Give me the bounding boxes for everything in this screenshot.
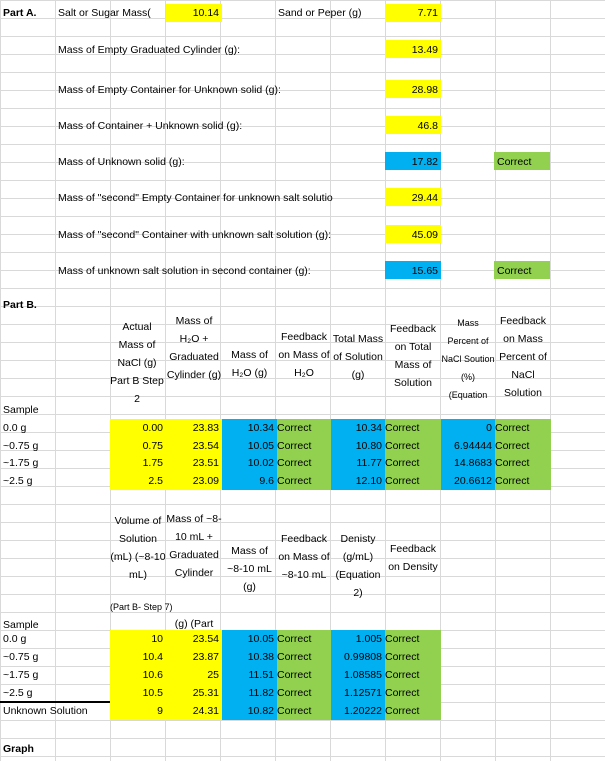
feedback-cell: Correct (277, 684, 331, 702)
header-h2o-grad: Mass of H₂O + Graduated Cylinder (g) (166, 315, 222, 381)
density-cell[interactable]: 0.99808 (331, 648, 385, 666)
sample-label: ~1.75 g (3, 457, 39, 469)
header-feedback-h2o: Feedback on Mass of H₂O (278, 331, 330, 379)
sample-mass-cell[interactable]: 10.05 (222, 630, 277, 648)
header-volume-grad-sub: (g) (Part (174, 618, 214, 630)
graph-label: Graph (3, 743, 34, 755)
feedback-cell: Correct (277, 702, 331, 720)
value-cell[interactable]: 46.8 (385, 116, 441, 134)
feedback-cell: Correct (277, 648, 331, 666)
part-a-label: Part A. (3, 7, 37, 19)
header-volume-sub: (Part B- Step 7) (110, 602, 173, 612)
header-volume-grad: Mass of ~8-10 mL + Graduated Cylinder (166, 513, 222, 579)
h2o-grad-cell[interactable]: 23.51 (166, 454, 222, 472)
feedback-cell: Correct (385, 630, 441, 648)
feedback-cell: Correct (277, 666, 331, 684)
mass-h2o-cell[interactable]: 9.6 (222, 472, 277, 490)
feedback-cell: Correct (277, 437, 331, 455)
h2o-grad-cell[interactable]: 23.83 (166, 419, 222, 437)
part-b-label: Part B. (3, 299, 37, 311)
grad-mass-cell[interactable]: 24.31 (166, 702, 222, 720)
mass-h2o-cell[interactable]: 10.02 (222, 454, 277, 472)
volume-cell[interactable]: 9 (110, 702, 166, 720)
density-cell[interactable]: 1.20222 (331, 702, 385, 720)
feedback-cell: Correct (385, 648, 441, 666)
grad-mass-cell[interactable]: 25 (166, 666, 222, 684)
feedback-cell: Correct (277, 454, 331, 472)
mass-percent-cell[interactable]: 20.6612 (441, 472, 495, 490)
header-feedback-density: Feedback on Density (388, 543, 438, 573)
sample-mass-cell[interactable]: 11.82 (222, 684, 277, 702)
feedback-cell: Correct (385, 702, 441, 720)
row-label: Mass of Empty Graduated Cylinder (g): (58, 44, 241, 56)
grad-mass-cell[interactable]: 25.31 (166, 684, 222, 702)
feedback-cell: Correct (495, 472, 551, 490)
sample-label: ~0.75 g (3, 651, 39, 663)
mass-percent-cell[interactable]: 0 (441, 419, 495, 437)
grad-mass-cell[interactable]: 23.87 (166, 648, 222, 666)
actual-mass-cell[interactable]: 2.5 (110, 472, 166, 490)
sample-label: ~2.5 g (3, 687, 33, 699)
mass-h2o-cell[interactable]: 10.05 (222, 437, 277, 455)
sample-label: ~1.75 g (3, 669, 39, 681)
value-cell[interactable]: 29.44 (385, 188, 441, 206)
feedback-cell: Correct (277, 472, 331, 490)
sample-label: Unknown Solution (3, 705, 88, 717)
feedback-cell: Correct (385, 684, 441, 702)
h2o-grad-cell[interactable]: 23.54 (166, 437, 222, 455)
row-label: Mass of "second" Container with unknown salt solution (g): (58, 229, 332, 241)
value-cell[interactable]: 15.65 (385, 261, 441, 279)
density-cell[interactable]: 1.12571 (331, 684, 385, 702)
feedback-cell: Correct (495, 437, 551, 455)
feedback-cell: Correct (385, 666, 441, 684)
feedback-cell: Correct (385, 437, 441, 455)
value-cell[interactable]: 45.09 (385, 225, 441, 243)
sample-mass-cell[interactable]: 10.38 (222, 648, 277, 666)
header-actual-mass: Actual Mass of NaCl (g) Part B Step 2 (110, 321, 164, 405)
header-total-mass: Total Mass of Solution (g) (332, 333, 384, 381)
salt-mass-label: Salt or Sugar Mass( (58, 7, 151, 19)
total-mass-cell[interactable]: 10.80 (331, 437, 385, 455)
actual-mass-cell[interactable]: 0.75 (110, 437, 166, 455)
header-sample: Sample (3, 619, 39, 631)
feedback-cell: Correct (494, 152, 550, 170)
row-label: Mass of "second" Empty Container for unknown salt solutio (58, 192, 333, 204)
sample-mass-cell[interactable]: 10.82 (222, 702, 277, 720)
total-mass-cell[interactable]: 10.34 (331, 419, 385, 437)
volume-cell[interactable]: 10.5 (110, 684, 166, 702)
header-feedback-percent: Feedback on Mass Percent of NaCl Solution (499, 315, 547, 399)
sample-label: 0.0 g (3, 633, 27, 645)
row-label: Mass of Container + Unknown solid (g): (58, 120, 243, 132)
header-feedback-total: Feedback on Total Mass of Solution (389, 323, 437, 389)
row-label: Mass of unknown salt solution in second container (g): (58, 265, 311, 277)
actual-mass-cell[interactable]: 0.00 (110, 419, 166, 437)
value-cell[interactable]: 13.49 (385, 40, 441, 58)
feedback-cell: Correct (385, 454, 441, 472)
mass-h2o-cell[interactable]: 10.34 (222, 419, 277, 437)
sample-label: ~0.75 g (3, 439, 39, 452)
total-mass-cell[interactable]: 11.77 (331, 454, 385, 472)
feedback-cell: Correct (494, 261, 550, 279)
sample-label: ~2.5 g (3, 474, 33, 487)
sample-label: 0.0 g (3, 422, 27, 434)
mass-percent-cell[interactable]: 14.8683 (441, 454, 495, 472)
feedback-cell: Correct (277, 630, 331, 648)
density-cell[interactable]: 1.08585 (331, 666, 385, 684)
sand-mass-cell[interactable]: 7.71 (385, 4, 441, 22)
header-mass-h2o: Mass of H₂O (g) (231, 349, 268, 379)
header-feedback-mass: Feedback on Mass of ~8-10 mL (278, 533, 330, 581)
volume-cell[interactable]: 10.6 (110, 666, 166, 684)
header-mass-percent: Mass Percent of NaCl Soution (%) (Equation (441, 318, 495, 400)
density-cell[interactable]: 1.005 (331, 630, 385, 648)
mass-percent-cell[interactable]: 6.94444 (441, 437, 495, 455)
header-sample: Sample (3, 404, 39, 416)
value-cell[interactable]: 17.82 (385, 152, 441, 170)
sand-mass-label: Sand or Peper (g) (278, 7, 362, 19)
header-volume: Volume of Solution (mL) (~8-10 mL) (110, 515, 166, 581)
total-mass-cell[interactable]: 12.10 (331, 472, 385, 490)
feedback-cell: Correct (495, 454, 551, 472)
feedback-cell: Correct (385, 419, 441, 437)
volume-cell[interactable]: 10 (110, 630, 166, 648)
feedback-cell: Correct (277, 419, 331, 437)
header-density: Denisty (g/mL) (Equation 2) (335, 533, 381, 599)
feedback-cell: Correct (385, 472, 441, 490)
h2o-grad-cell[interactable]: 23.09 (166, 472, 222, 490)
actual-mass-cell[interactable]: 1.75 (110, 454, 166, 472)
value-cell[interactable]: 28.98 (385, 80, 441, 98)
header-mass-sample: Mass of ~8-10 mL (g) (227, 545, 272, 593)
volume-cell[interactable]: 10.4 (110, 648, 166, 666)
grad-mass-cell[interactable]: 23.54 (166, 630, 222, 648)
feedback-cell: Correct (495, 419, 551, 437)
row-label: Mass of Empty Container for Unknown solid (g): (58, 84, 281, 96)
sample-mass-cell[interactable]: 11.51 (222, 666, 277, 684)
row-label: Mass of Unknown solid (g): (58, 156, 185, 168)
salt-mass-cell[interactable]: 10.14 (166, 4, 222, 22)
